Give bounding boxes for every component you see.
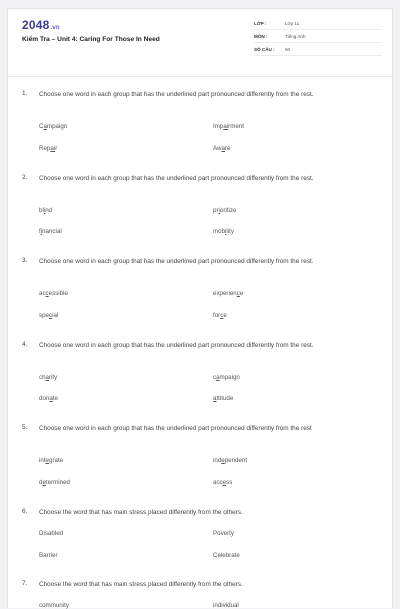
underlined-part: a (43, 123, 47, 130)
option-text: rment (228, 123, 244, 130)
underlined-part: ai (50, 144, 56, 152)
option-text: Celebrate (213, 551, 240, 559)
question-number: 6. (22, 507, 28, 515)
option-text: bl (39, 206, 44, 214)
exam-header (8, 9, 392, 77)
option-text: lity (226, 228, 234, 235)
answer-option[interactable] (39, 228, 62, 235)
option-text: f (39, 228, 41, 235)
answer-option[interactable] (39, 290, 68, 297)
option-text: essible (48, 290, 68, 297)
question-number: 2. (22, 173, 28, 181)
question-text: Choose one word in each group that has the underlined part pronounced differently from the rest. (39, 341, 314, 349)
underlined-part: a (221, 144, 225, 152)
answer-option[interactable] (39, 395, 58, 402)
option-text: C (39, 123, 44, 130)
answer-option[interactable] (39, 530, 63, 537)
meta-key: SỐ CÂU : (254, 47, 275, 52)
option-text: don (39, 395, 50, 402)
option-text: mob (213, 228, 226, 235)
question-number: 1. (22, 90, 28, 97)
answer-option[interactable] (213, 123, 244, 130)
meta-value: 50 (285, 47, 291, 52)
question-number: 5. (22, 424, 28, 431)
answer-option[interactable] (213, 395, 233, 402)
answer-option[interactable] (39, 457, 63, 464)
underlined-part: ai (223, 123, 229, 130)
option-text: ch (39, 373, 46, 381)
option-text: c (213, 373, 217, 381)
option-text: experien (213, 290, 237, 297)
option-text: Imp (213, 123, 224, 130)
answer-option[interactable] (39, 479, 70, 486)
answer-option[interactable] (213, 602, 239, 609)
logo-suffix: .vn (50, 25, 60, 31)
underlined-part: i (218, 206, 220, 214)
exam-sheet (7, 8, 393, 608)
underlined-part: e (42, 478, 46, 486)
meta-key: LỚP : (254, 21, 267, 26)
underlined-part: c (48, 311, 53, 319)
option-text: ttitude (216, 395, 234, 402)
option-text: ial (52, 311, 59, 319)
question-number: 7. (22, 579, 28, 587)
underlined-part: i (43, 206, 46, 214)
answer-option[interactable] (213, 479, 232, 486)
option-text: individual (213, 602, 239, 609)
underlined-part: c (220, 311, 224, 319)
option-text: d (39, 478, 43, 486)
question-text: Choose one word in each group that has the underlined part pronounced differently from the rest. (39, 258, 314, 265)
underlined-part: c (236, 290, 240, 297)
underlined-part: e (222, 478, 227, 486)
underlined-part: a (45, 373, 49, 381)
option-text: mpaign (219, 373, 240, 381)
exam-title: Kiểm Tra – Unit 4: Caring For Those In Need (22, 36, 160, 43)
question-text: Choose the word that has main stress placed differently from the others. (39, 508, 243, 516)
option-text: re (224, 144, 231, 152)
meta-row-count (254, 43, 382, 56)
underlined-part: c (45, 290, 49, 297)
question-number: 4. (22, 340, 28, 348)
answer-option[interactable] (213, 228, 234, 235)
answer-option[interactable] (213, 552, 240, 559)
option-text: int (39, 457, 46, 464)
option-text: ac (39, 290, 46, 297)
option-text: for (213, 311, 221, 319)
underlined-part: a (216, 373, 220, 381)
answer-option[interactable] (39, 123, 67, 130)
option-text: Barrier (39, 551, 58, 559)
exam-meta (254, 17, 382, 56)
meta-key: MÔN : (254, 34, 268, 39)
answer-option[interactable] (39, 602, 69, 609)
option-text: te (52, 395, 58, 402)
question-number: 3. (22, 257, 28, 264)
answer-option[interactable] (39, 552, 58, 559)
option-text: acc (213, 478, 223, 486)
option-text: pendent (224, 457, 248, 464)
question-text: Choose one word in each group that has the underlined part pronounced differently from the rest. (39, 91, 314, 98)
option-text: nancial (42, 228, 62, 235)
option-text: Poverty (213, 530, 234, 537)
underlined-part: i (225, 228, 227, 235)
option-text: r (55, 144, 58, 152)
underlined-part: e (221, 457, 225, 464)
answer-option[interactable] (213, 374, 240, 381)
option-text: e (223, 311, 227, 319)
answer-option[interactable] (39, 207, 52, 214)
option-text: Aw (213, 144, 222, 152)
meta-value: Lớp 11 (285, 21, 300, 26)
option-text: nd (45, 206, 53, 214)
meta-row-class (254, 17, 382, 30)
site-logo[interactable] (22, 18, 60, 32)
meta-row-subject (254, 30, 382, 43)
logo-text: 2048 (22, 18, 50, 32)
underlined-part: i (40, 228, 43, 235)
answer-option[interactable] (213, 290, 243, 297)
answer-option[interactable] (39, 312, 58, 319)
option-text: mpaign (46, 123, 68, 130)
option-text: e (239, 290, 244, 297)
answer-option[interactable] (39, 145, 57, 152)
option-text: ind (213, 457, 222, 464)
answer-option[interactable] (39, 374, 57, 381)
option-text: Disabled (39, 530, 64, 537)
option-text: Rep (39, 144, 51, 152)
option-text: ss (226, 478, 233, 486)
underlined-part: e (45, 457, 49, 464)
underlined-part: a (213, 395, 217, 402)
option-text: grate (49, 457, 64, 464)
option-text: community (39, 602, 69, 609)
option-text: oritize (219, 206, 237, 214)
answer-option[interactable] (213, 207, 236, 214)
option-text: rity (49, 373, 58, 381)
question-text: Choose the word that has main stress placed differently from the others. (39, 580, 243, 588)
answer-option[interactable] (213, 530, 234, 537)
answer-option[interactable] (213, 145, 230, 152)
answer-option[interactable] (213, 457, 247, 464)
answer-option[interactable] (213, 312, 227, 319)
option-text: pr (213, 206, 219, 214)
question-text: Choose one word in each group that has the underlined part pronounced differently from the rest. (39, 174, 314, 182)
question-text: Choose one word in each group that has the underlined part pronounced differently from the rest (39, 425, 312, 432)
option-text: spe (39, 311, 49, 319)
option-text: termined (45, 478, 70, 486)
underlined-part: a (49, 395, 53, 402)
meta-value: Tiếng Anh (285, 34, 306, 39)
